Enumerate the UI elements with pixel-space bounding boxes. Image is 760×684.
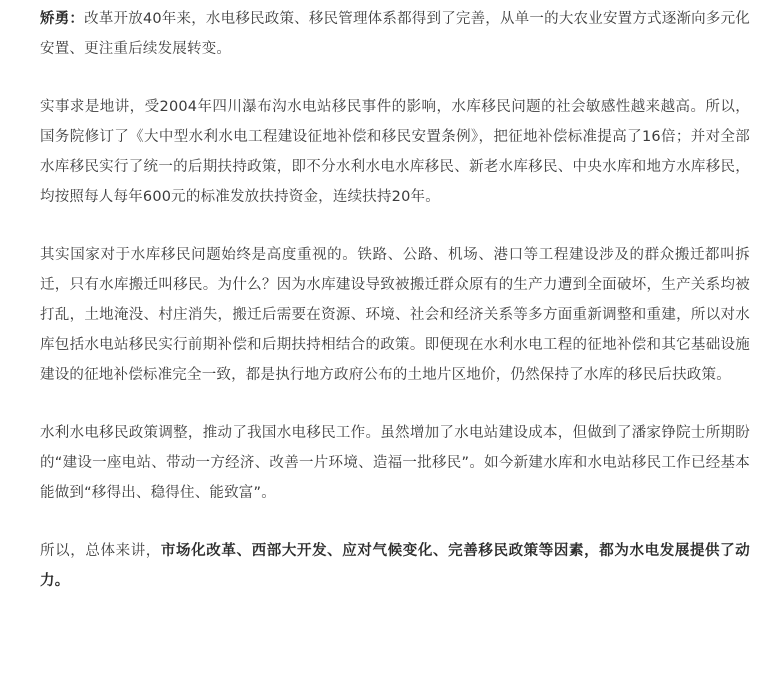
- paragraph-state-attention: [40, 240, 750, 390]
- paragraph-pubugou-event: [40, 92, 750, 212]
- paragraph-text: 实事求是地讲，受2004年四川瀑布沟水电站移民事件的影响，水库移民问题的社会敏感性越来越高。所以，国务院修订了《大中型水利水电工程建设征地补偿和移民安置条例》，把征地补偿标准提高了16倍；并对全部水库移民实行了统一的后期扶持政策，即不分水利水电水库移民、新老水库移民、中央水库和地方水库移民，均按照每人每年600元的标准发放扶持资金，连续扶持20年。: [40, 99, 750, 205]
- paragraph-policy-adjustment: [40, 418, 750, 508]
- paragraph-lead: 所以，总体来讲，: [40, 543, 161, 559]
- paragraph-text: 其实国家对于水库移民问题始终是高度重视的。铁路、公路、机场、港口等工程建设涉及的群众搬迁都叫拆迁，只有水库搬迁叫移民。为什么？因为水库建设导致被搬迁群众原有的生产力遭到全面破坏，生产关系均被打乱，土地淹没、村庄消失，搬迁后需要在资源、环境、社会和经济关系等多方面重新调整和重建，所以对水库包括水电站移民实行前期补偿和后期扶持相结合的政策。即便现在水利水电工程的征地补偿和其它基础设施建设的征地补偿标准完全一致，都是执行地方政府公布的土地片区地价，仍然保持了水库的移民后扶政策。: [40, 247, 750, 383]
- paragraph-text: 改革开放40年来，水电移民政策、移民管理体系都得到了完善，从单一的大农业安置方式逐渐向多元化安置、更注重后续发展转变。: [40, 11, 750, 57]
- paragraph-conclusion: [40, 536, 750, 596]
- paragraph-reform-40-years: [40, 4, 750, 64]
- paragraph-text: 水利水电移民政策调整，推动了我国水电移民工作。虽然增加了水电站建设成本，但做到了潘家铮院士所期盼的“建设一座电站、带动一方经济、改善一片环境、造福一批移民”。如今新建水库和水电站移民工作已经基本能做到“移得出、稳得住、能致富”。: [40, 425, 750, 501]
- speaker-name: 矫勇：: [40, 11, 85, 27]
- paragraph-emphasis: 市场化改革、西部大开发、应对气候变化、完善移民政策等因素，都为水电发展提供了动力。: [40, 543, 750, 589]
